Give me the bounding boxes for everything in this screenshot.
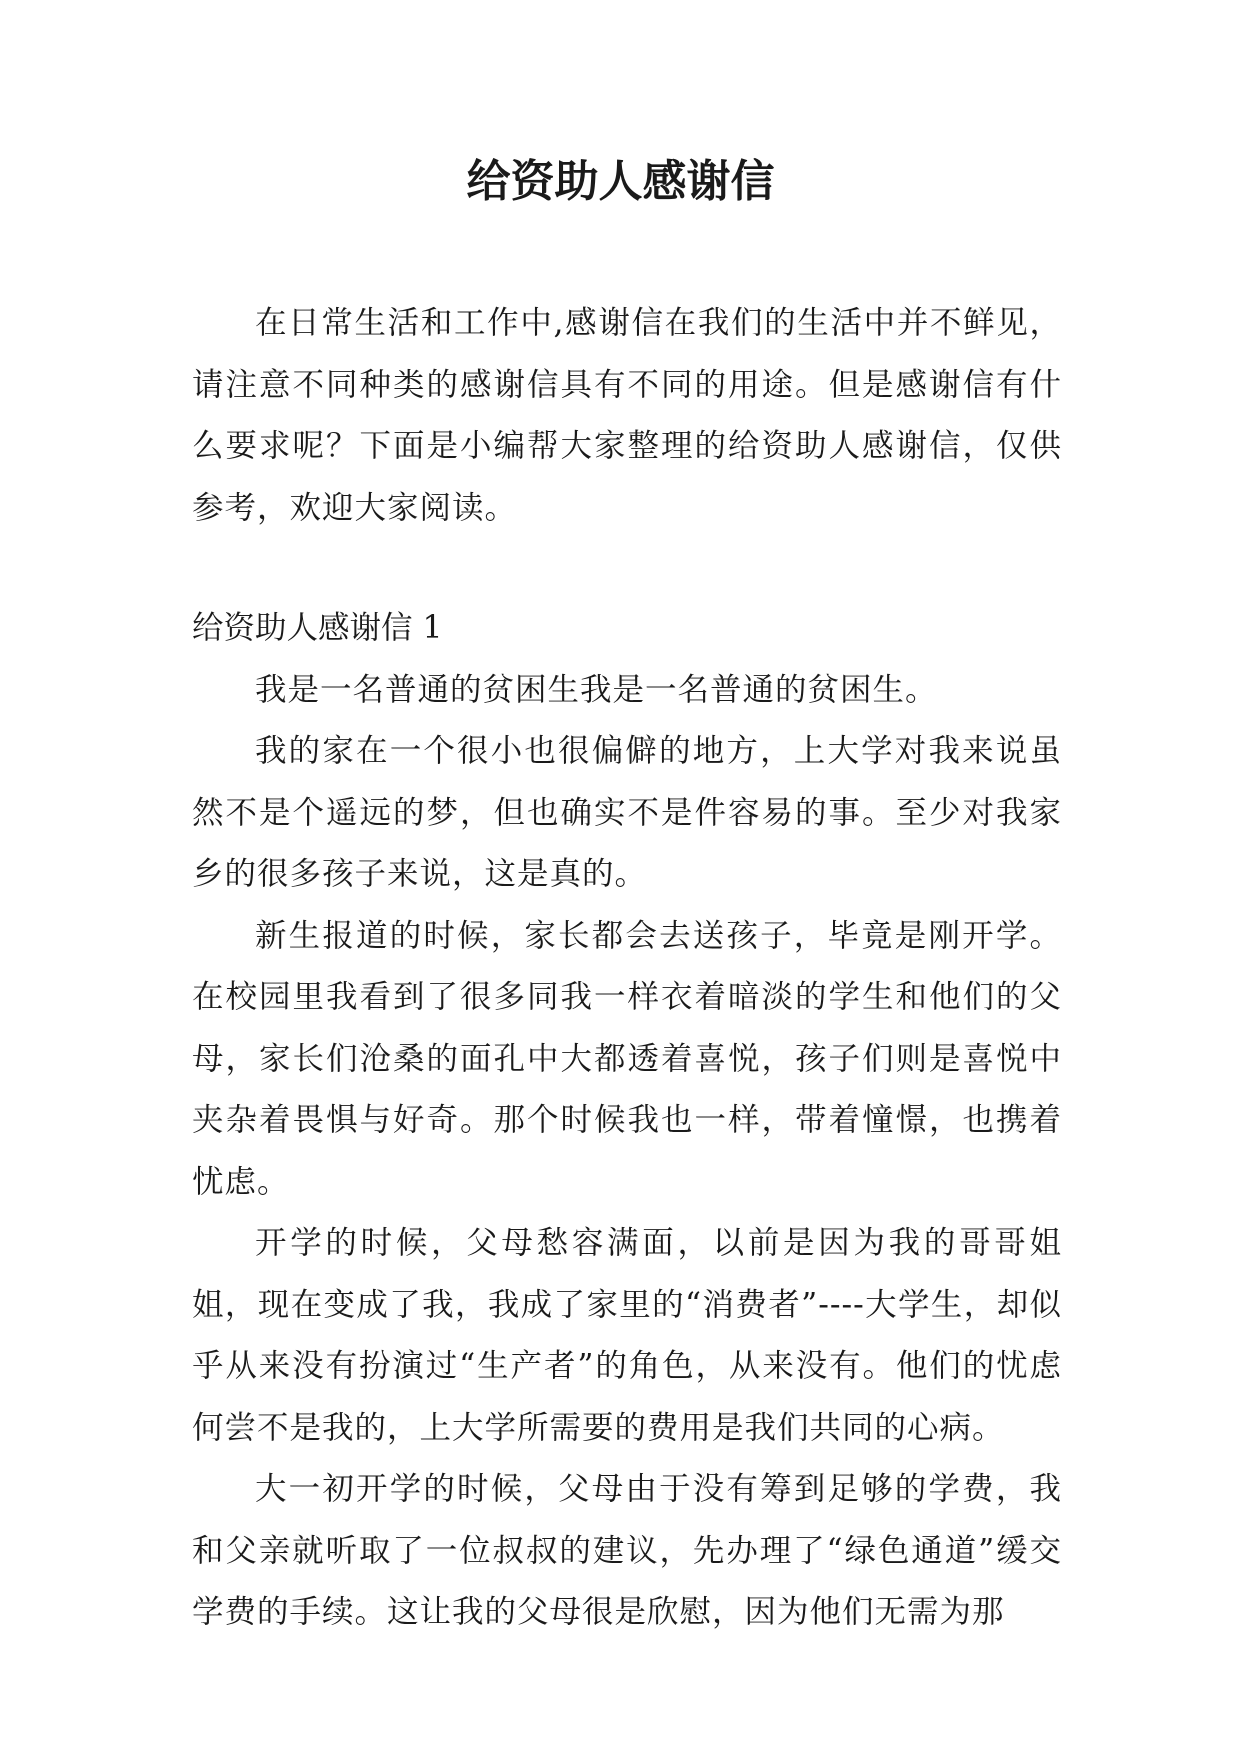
intro-paragraph: 在日常生活和工作中,感谢信在我们的生活中并不鲜见，请注意不同种类的感谢信具有不同的用途。但是感谢信有什么要求呢？下面是小编帮大家整理的给资助人感谢信，仅供参考，欢迎大家阅读。 (192, 305, 1062, 526)
section-heading: 给资助人感谢信 1 (192, 610, 443, 646)
document-title: 给资助人感谢信 (466, 156, 775, 207)
body-paragraph: 开学的时候，父母愁容满面，以前是因为我的哥哥姐姐，现在变成了我，我成了家里的“消费者”----大学生，却似乎从来没有扮演过“生产者”的角色，从来没有。他们的忧虑何尝不是我的，上大学所需要的费用是我们共同的心病。 (192, 1225, 1062, 1446)
document-body (192, 293, 1062, 1644)
body-paragraph: 我的家在一个很小也很偏僻的地方，上大学对我来说虽然不是个遥远的梦，但也确实不是件容易的事。至少对我家乡的很多孩子来说，这是真的。 (192, 733, 1062, 892)
body-paragraph: 新生报道的时候，家长都会去送孩子，毕竟是刚开学。在校园里我看到了很多同我一样衣着暗淡的学生和他们的父母，家长们沧桑的面孔中大都透着喜悦，孩子们则是喜悦中夹杂着畏惧与好奇。那个时候我也一样，带着憧憬，也携着忧虑。 (192, 917, 1062, 1200)
body-paragraph: 大一初开学的时候，父母由于没有筹到足够的学费，我和父亲就听取了一位叔叔的建议，先办理了“绿色通道”缓交学费的手续。这让我的父母很是欣慰，因为他们无需为那 (192, 1471, 1062, 1630)
body-paragraph: 我是一名普通的贫困生我是一名普通的贫困生。 (255, 671, 938, 708)
